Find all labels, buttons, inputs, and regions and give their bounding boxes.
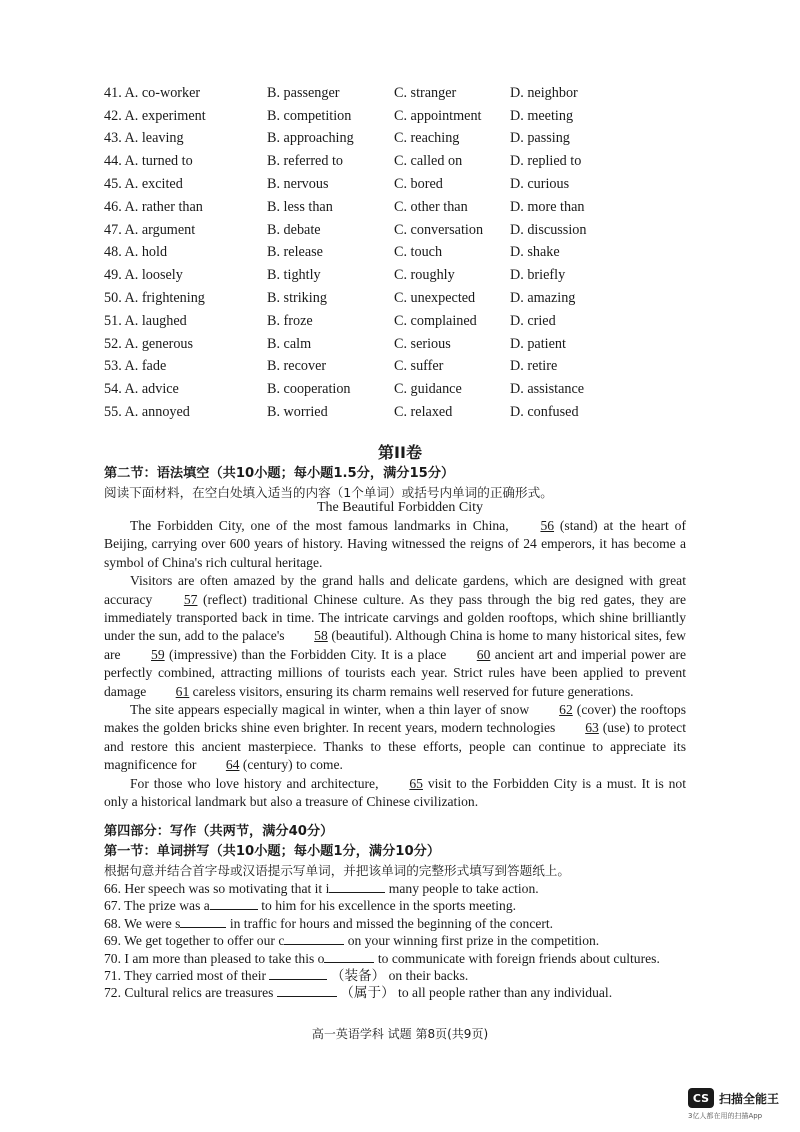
item-text: to him for his excellence in the sports meeting. [257, 898, 517, 914]
passage-paragraph [104, 775, 686, 812]
item-text: on your winning first prize in the competition. [344, 933, 600, 949]
passage-text: (beautiful). Although China is home to many historical sites, few are [104, 628, 686, 662]
mcq-option: 43. A. leaving [104, 130, 184, 147]
mcq-option: 44. A. turned to [104, 153, 193, 170]
mcq-row [104, 105, 704, 128]
mcq-option: C. appointment [394, 107, 482, 124]
spelling-instruction: 根据句意并结合首字母或汉语提示写单词，并把该单词的完整形式填写到答题纸上。 [104, 863, 570, 878]
passage-text: visit to the Forbidden City is a must. It is not only a historical landmark but also a treasure of Chinese civilization. [104, 775, 686, 810]
item-text: （属于） to all people rather than any individual. [336, 985, 613, 1001]
mcq-row [104, 242, 704, 265]
blank-number: 57 [183, 591, 198, 607]
grammar-section-heading: 第二节：语法填空（共10小题；每小题1.5分，满分15分） [104, 466, 455, 481]
spelling-section-heading: 第一节：单词拼写（共10小题；每小题1分，满分10分） [104, 844, 441, 859]
answer-blank [210, 897, 258, 910]
mcq-option: 51. A. laughed [104, 312, 187, 329]
mcq-option: D. amazing [510, 290, 576, 307]
mcq-option: 41. A. co-worker [104, 84, 201, 101]
mcq-option: C. guidance [394, 381, 462, 398]
mcq-option: B. passenger [267, 84, 340, 101]
spelling-item [104, 897, 704, 914]
mcq-row [104, 128, 704, 151]
mcq-option: B. referred to [267, 153, 344, 170]
mcq-option: B. debate [267, 221, 321, 238]
item-text: （装备） on their backs. [327, 967, 469, 983]
blank-number: 59 [151, 646, 165, 662]
mcq-option: C. touch [394, 244, 443, 261]
mcq-option: B. nervous [267, 176, 329, 193]
blank-number: 63 [585, 720, 599, 736]
mcq-option: C. stranger [394, 84, 457, 101]
mcq-option: D. cried [510, 312, 556, 329]
spelling-item [104, 932, 704, 949]
mcq-option: C. conversation [394, 221, 484, 238]
mcq-option: C. complained [394, 312, 477, 329]
spelling-item [104, 984, 704, 1001]
mcq-option: 50. A. frightening [104, 290, 205, 307]
mcq-option: C. called on [394, 153, 463, 170]
item-text: 70. I am more than pleased to take this o [104, 950, 325, 966]
multiple-choice-options [104, 82, 704, 424]
item-text: to communicate with foreign friends about cultures. [374, 950, 660, 966]
mcq-option: C. other than [394, 198, 468, 215]
item-text: 72. Cultural relics are treasures [104, 985, 277, 1001]
mcq-option: D. curious [510, 176, 570, 193]
mcq-option: 42. A. experiment [104, 107, 206, 124]
mcq-option: D. assistance [510, 381, 585, 398]
blank-number: 65 [409, 775, 423, 791]
mcq-option: C. serious [394, 335, 451, 352]
blank-number: 56 [540, 518, 555, 533]
spelling-item [104, 880, 704, 897]
passage-paragraph [104, 517, 686, 572]
answer-blank [329, 880, 385, 893]
item-text: many people to take action. [385, 881, 539, 896]
answer-blank [284, 932, 344, 945]
passage-text: (reflect) traditional Chinese culture. As they pass through the big red gates, they are immediately transported back in time. The intricate carvings and golden rooftops, which shine brilliantly under the sun, add to the palace's [104, 591, 687, 644]
mcq-row [104, 356, 704, 379]
spelling-item [104, 967, 704, 984]
passage-text: The Forbidden City, one of the most famous landmarks in China, [130, 518, 515, 533]
answer-blank [180, 915, 226, 928]
mcq-option: C. bored [394, 176, 443, 193]
mcq-option: B. tightly [267, 267, 321, 284]
mcq-option: 47. A. argument [104, 221, 196, 238]
mcq-option: D. more than [510, 198, 585, 215]
writing-part-heading: 第四部分：写作（共两节，满分40分） [104, 824, 334, 839]
passage-text: (use) to protect and restore this ancient masterpiece. Thanks to these efforts, people can continue to appreciate its magnificence for [104, 720, 686, 773]
passage-text: Visitors are often amazed by the grand halls and delicate gardens, which are designed with great accuracy [104, 573, 686, 607]
mcq-row [104, 264, 704, 287]
mcq-option: 55. A. annoyed [104, 404, 190, 421]
mcq-row [104, 333, 704, 356]
mcq-option: 46. A. rather than [104, 198, 203, 215]
mcq-row [104, 401, 704, 424]
mcq-row [104, 219, 704, 242]
passage [104, 517, 686, 812]
mcq-row [104, 150, 704, 173]
mcq-option: C. suffer [394, 358, 444, 375]
mcq-option: B. competition [267, 107, 352, 124]
mcq-row [104, 310, 704, 333]
spelling-item [104, 915, 704, 932]
blank-number: 58 [314, 628, 328, 644]
item-text: 68. We were s [104, 915, 181, 931]
mcq-option: 48. A. hold [104, 244, 168, 261]
mcq-option: D. briefly [510, 267, 566, 284]
passage-text: careless visitors, ensuring its charm remains well reserved for future generations. [189, 683, 634, 699]
spelling-item [104, 950, 704, 967]
passage-paragraph [104, 701, 686, 775]
passage-paragraph [104, 572, 686, 701]
camscanner-logo-icon: CS [688, 1088, 714, 1108]
mcq-row [104, 82, 704, 105]
mcq-option: B. worried [267, 404, 328, 421]
item-text: 71. They carried most of their [104, 967, 270, 983]
passage-title: The Beautiful Forbidden City [316, 500, 484, 515]
item-text: 67. The prize was a [104, 898, 210, 914]
answer-blank [269, 967, 327, 980]
mcq-option: D. passing [510, 130, 570, 147]
mcq-row [104, 196, 704, 219]
passage-text: The site appears especially magical in winter, when a thin layer of snow [130, 702, 534, 718]
mcq-option: C. roughly [394, 267, 455, 284]
item-text: 66. Her speech was so motivating that it i [104, 881, 330, 896]
mcq-option: B. cooperation [267, 381, 351, 398]
blank-number: 62 [559, 702, 573, 718]
passage-text: For those who love history and architecture, [130, 775, 384, 791]
spelling-items [104, 880, 704, 1002]
mcq-option: D. patient [510, 335, 566, 352]
mcq-option: D. shake [510, 244, 560, 261]
mcq-option: B. approaching [267, 130, 354, 147]
passage-text: ancient art and imperial power are perfectly combined, attracting millions of tourists each year. Strict rules have been applied to prevent damage [104, 646, 686, 699]
answer-blank [277, 984, 337, 997]
mcq-option: B. calm [267, 335, 312, 352]
passage-text: (stand) at the heart of Beijing, carrying over 600 years of history. Having witnessed the reigns of 24 emperors, it has become a symbol of China's rich cultural heritage. [104, 518, 686, 570]
mcq-option: D. retire [510, 358, 558, 375]
mcq-option: B. recover [267, 358, 327, 375]
part-title: 第II卷 [378, 443, 422, 462]
grammar-instruction: 阅读下面材料，在空白处填入适当的内容（1个单词）或括号内单词的正确形式。 [104, 485, 553, 500]
passage-text: (cover) the rooftops makes the golden bricks shine even brighter. In recent years, modern technologies [104, 702, 686, 736]
mcq-option: D. meeting [510, 107, 574, 124]
mcq-option: B. froze [267, 312, 313, 329]
item-text: in traffic for hours and missed the beginning of the concert. [226, 915, 554, 931]
mcq-row [104, 287, 704, 310]
mcq-option: D. neighbor [510, 84, 578, 101]
scanner-watermark [688, 1088, 800, 1121]
passage-text: (century) to come. [239, 757, 343, 773]
mcq-option: D. discussion [510, 221, 587, 238]
mcq-row [104, 378, 704, 401]
passage-text: (impressive) than the Forbidden City. It is a place [164, 646, 451, 662]
blank-number: 60 [476, 646, 491, 662]
mcq-option: B. release [267, 244, 323, 261]
mcq-option: C. reaching [394, 130, 460, 147]
mcq-row [104, 173, 704, 196]
blank-number: 61 [175, 683, 190, 699]
mcq-option: B. less than [267, 198, 333, 215]
mcq-option: 53. A. fade [104, 358, 167, 375]
mcq-option: 54. A. advice [104, 381, 179, 398]
answer-blank [324, 950, 374, 963]
mcq-option: D. confused [510, 404, 579, 421]
mcq-option: 49. A. loosely [104, 267, 183, 284]
mcq-option: C. unexpected [394, 290, 476, 307]
mcq-option: 52. A. generous [104, 335, 194, 352]
mcq-option: B. striking [267, 290, 327, 307]
blank-number: 64 [225, 757, 240, 773]
mcq-option: D. replied to [510, 153, 582, 170]
page-footer: 高一英语学科 试题 第8页(共9页) [311, 1027, 489, 1041]
watermark-name: 扫描全能王 [719, 1091, 780, 1106]
mcq-option: 45. A. excited [104, 176, 183, 193]
item-text: 69. We get together to offer our c [104, 933, 285, 949]
watermark-tagline: 3亿人都在用的扫描App [688, 1112, 763, 1120]
mcq-option: C. relaxed [394, 404, 453, 421]
